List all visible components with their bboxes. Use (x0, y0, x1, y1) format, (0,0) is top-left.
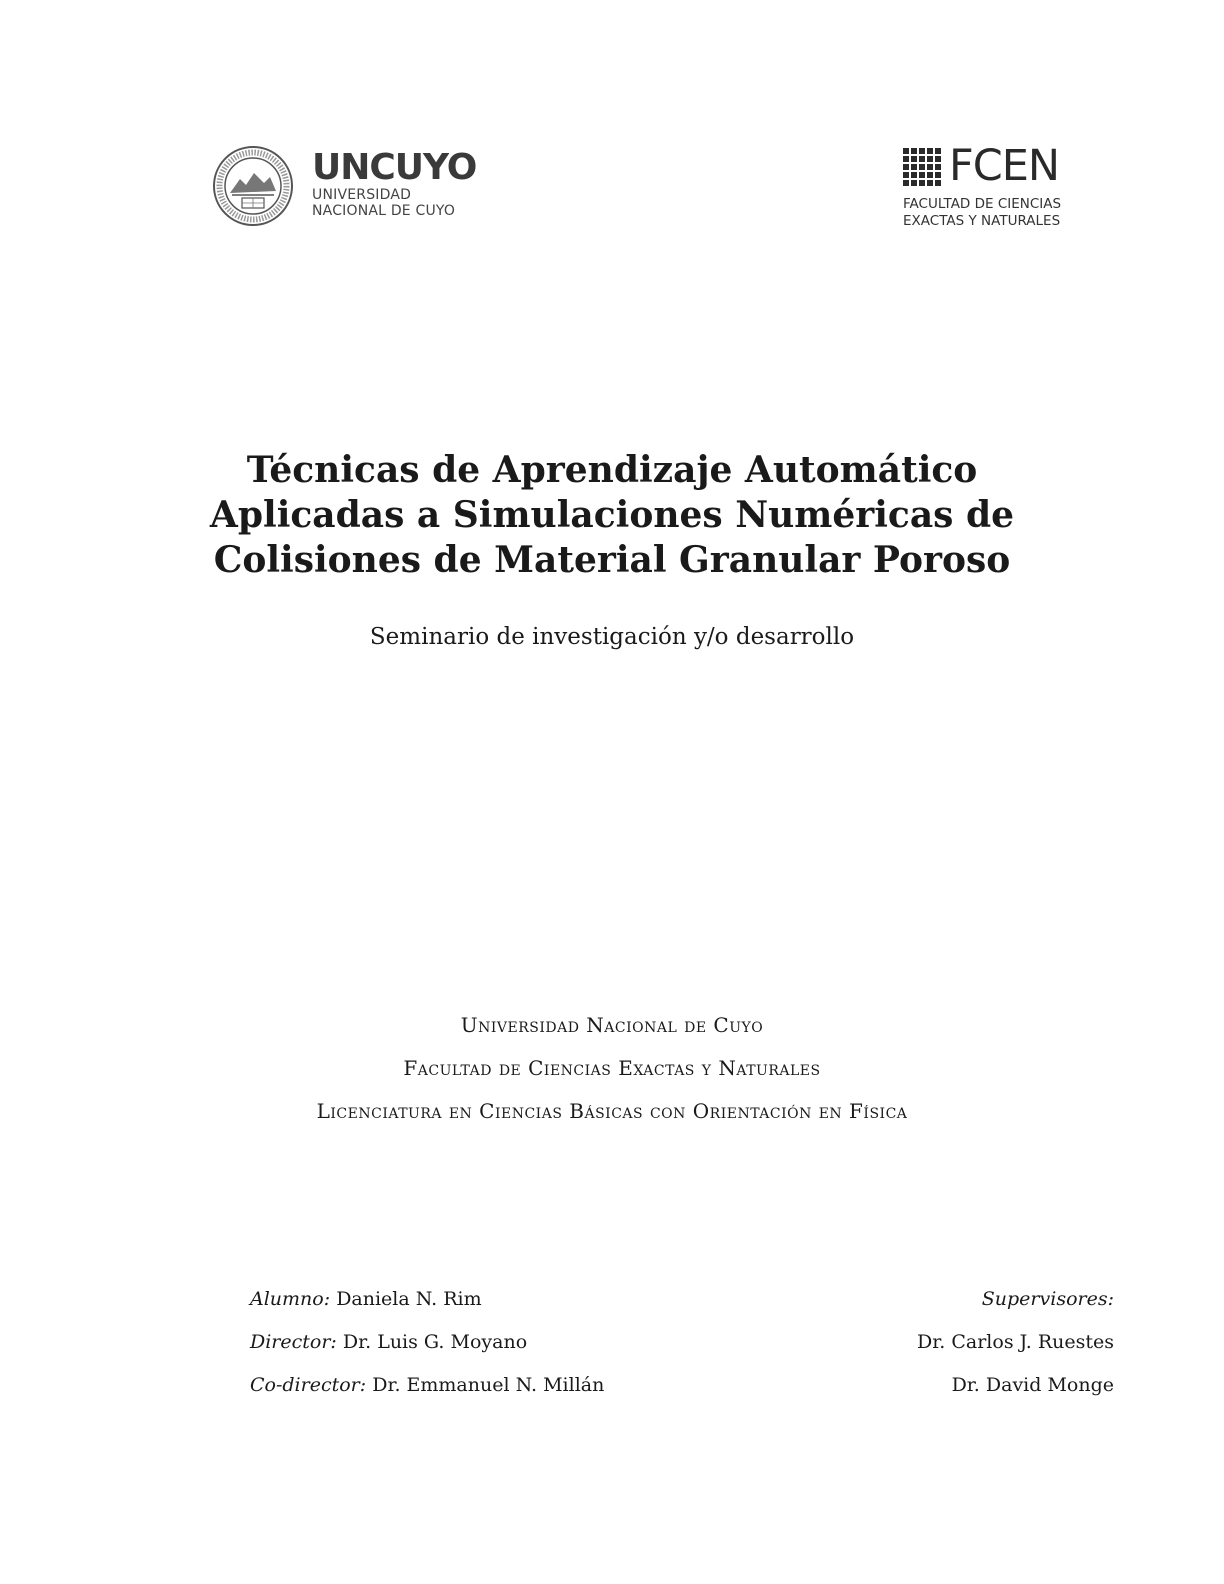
uncuyo-line1: UNIVERSIDAD (312, 187, 412, 203)
faculty-name: Facultad de Ciencias Exactas y Naturales (403, 1056, 821, 1080)
student-role: Alumno: (250, 1288, 331, 1310)
fcen-logo (903, 141, 1093, 238)
institution-block (0, 1004, 1224, 1133)
title-line-3: Colisiones de Material Granular Poroso (213, 539, 1011, 581)
degree-name: Licenciatura en Ciencias Básicas con Orientación en Física (316, 1099, 908, 1123)
uncuyo-line2: NACIONAL DE CUYO (312, 203, 456, 219)
codirector-line (250, 1364, 604, 1407)
document-title (0, 448, 1224, 583)
supervisors-role: Supervisores: (981, 1288, 1114, 1310)
authors-block (250, 1278, 604, 1407)
fcen-line2: EXACTAS Y NATURALES (903, 213, 1061, 229)
director-name: Dr. Luis G. Moyano (342, 1331, 528, 1353)
title-line-1: Técnicas de Aprendizaje Automático (246, 449, 978, 491)
student-name: Daniela N. Rim (336, 1288, 482, 1310)
supervisor-name: Dr. Carlos J. Ruestes (917, 1331, 1114, 1353)
document-subtitle: Seminario de investigación y/o desarrollo (369, 624, 855, 650)
codirector-name: Dr. Emmanuel N. Millán (372, 1374, 605, 1396)
director-role: Director: (250, 1331, 337, 1353)
supervisors-block (917, 1278, 1114, 1407)
fcen-wordmark: FCEN (949, 141, 1060, 191)
student-line (250, 1278, 604, 1321)
uncuyo-logo (212, 145, 482, 235)
fcen-line1: FACULTAD DE CIENCIAS (903, 196, 1062, 212)
uncuyo-wordmark: UNCUYO (312, 147, 477, 188)
title-line-2: Aplicadas a Simulaciones Numéricas de (209, 494, 1015, 536)
university-name: Universidad Nacional de Cuyo (460, 1013, 764, 1037)
supervisor-name: Dr. David Monge (951, 1374, 1114, 1396)
fcen-grid-icon (903, 148, 941, 186)
codirector-role: Co-director: (250, 1374, 367, 1396)
fcen-subtitle (903, 196, 1061, 230)
university-seal-icon (212, 145, 294, 227)
director-line (250, 1321, 604, 1364)
